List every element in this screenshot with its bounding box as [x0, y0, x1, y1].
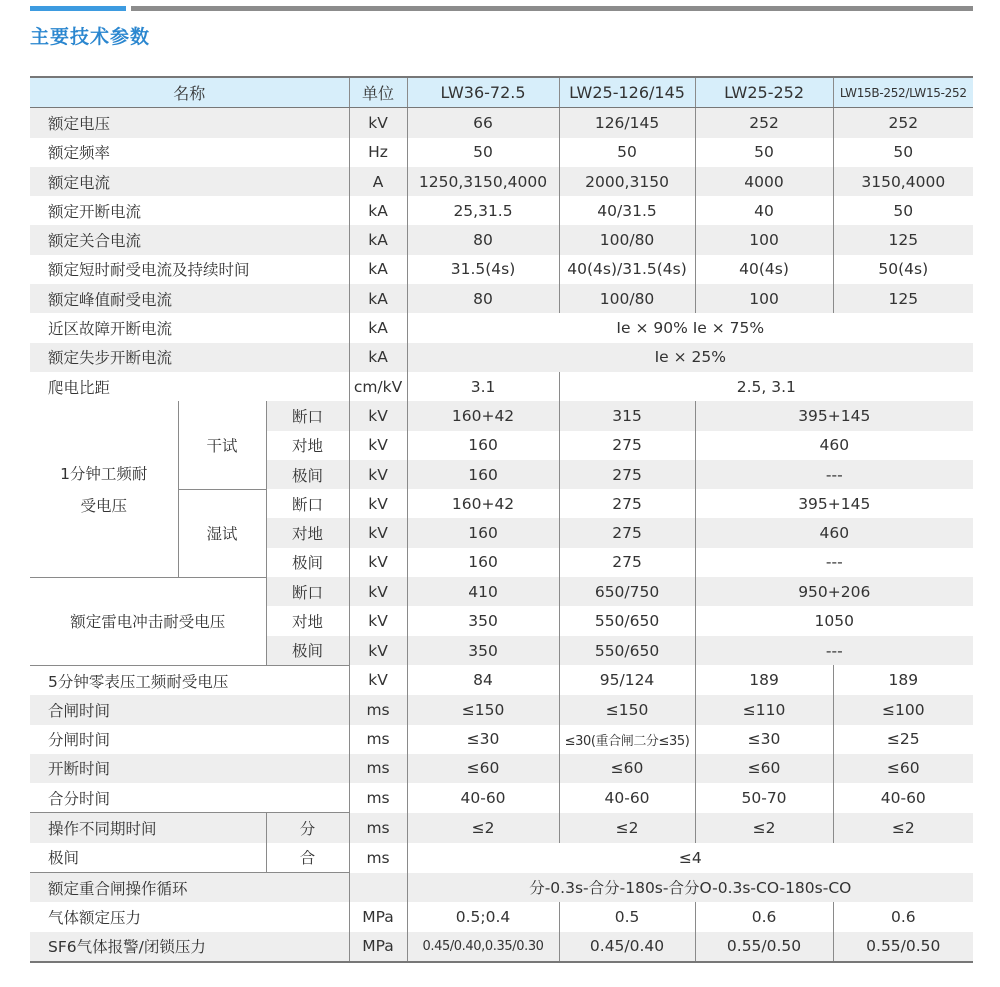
- param-value: 395+145: [695, 489, 973, 518]
- param-unit: ms: [349, 725, 407, 754]
- param-value: 275: [559, 489, 695, 518]
- param-value: 66: [407, 108, 559, 138]
- param-unit: Hz: [349, 138, 407, 167]
- param-name: SF6气体报警/闭锁压力: [30, 932, 349, 962]
- param-name: 额定关合电流: [48, 232, 142, 251]
- pf-dry-label: 干试: [178, 401, 266, 489]
- table-row: [30, 167, 973, 196]
- param-value: 0.45/0.40: [559, 932, 695, 962]
- param-name: 合闸时间: [48, 701, 111, 720]
- param-unit: kV: [349, 401, 407, 430]
- param-value: 1250,3150,4000: [407, 167, 559, 196]
- param-value: ≤150: [559, 695, 695, 724]
- param-value: 100: [695, 225, 833, 254]
- param-value: 950+206: [695, 577, 973, 606]
- param-value: 50: [695, 138, 833, 167]
- param-value: 80: [407, 225, 559, 254]
- param-unit: MPa: [349, 902, 407, 931]
- param-unit: kV: [349, 489, 407, 518]
- header-unit: 单位: [349, 77, 407, 108]
- param-value: 252: [695, 108, 833, 138]
- param-value: 40: [695, 196, 833, 225]
- param-name: 额定电压: [48, 114, 111, 133]
- param-value: ≤2: [559, 813, 695, 843]
- param-unit: kA: [349, 196, 407, 225]
- param-unit: kV: [349, 606, 407, 635]
- table-row: [30, 372, 973, 401]
- param-name: 5分钟零表压工频耐受电压: [30, 665, 349, 695]
- param-value: 550/650: [559, 636, 695, 666]
- param-value: 100/80: [559, 284, 695, 313]
- param-value: 189: [695, 665, 833, 695]
- param-name: 极间: [48, 849, 80, 868]
- param-name: 额定峰值耐受电流: [48, 290, 173, 309]
- param-value: 50-70: [695, 783, 833, 813]
- pf-group-line: 1分钟工频耐: [60, 464, 148, 483]
- param-unit: A: [349, 167, 407, 196]
- header-model: LW36-72.5: [407, 77, 559, 108]
- param-value: ≤30(重合闸二分≤35): [559, 725, 695, 754]
- param-value: ---: [695, 636, 973, 666]
- table-row: [30, 902, 973, 931]
- spec-table: [30, 76, 973, 963]
- table-row: [30, 813, 973, 843]
- param-subname: 断口: [266, 577, 349, 606]
- param-unit: kV: [349, 108, 407, 138]
- table-row: [30, 138, 973, 167]
- param-value: 160: [407, 431, 559, 460]
- param-unit: kV: [349, 431, 407, 460]
- table-row: [30, 665, 973, 695]
- param-name: 额定失步开断电流: [48, 349, 173, 368]
- section-title: 主要技术参数: [30, 26, 151, 48]
- param-value: 0.6: [833, 902, 973, 931]
- param-value: 126/145: [559, 108, 695, 138]
- param-unit: kA: [349, 284, 407, 313]
- param-value: ≤60: [407, 754, 559, 783]
- param-subname: 对地: [266, 518, 349, 547]
- param-unit: kV: [349, 636, 407, 666]
- param-unit: kV: [349, 518, 407, 547]
- pf-wet-label: 湿试: [178, 489, 266, 577]
- param-unit: ms: [349, 843, 407, 873]
- table-row: [30, 284, 973, 313]
- param-value: 40(4s)/31.5(4s): [559, 255, 695, 284]
- table-row: [30, 754, 973, 783]
- param-value: 252: [833, 108, 973, 138]
- table-row: [30, 196, 973, 225]
- param-value: 40(4s): [695, 255, 833, 284]
- header-model: LW25-126/145: [559, 77, 695, 108]
- param-value: 160+42: [407, 489, 559, 518]
- param-unit: ms: [349, 813, 407, 843]
- param-value: 3.1: [407, 372, 559, 401]
- param-unit: [349, 873, 407, 903]
- param-value: ≤2: [407, 813, 559, 843]
- param-value: ≤60: [559, 754, 695, 783]
- title-rule: [131, 6, 973, 11]
- table-row: [30, 343, 973, 372]
- param-subname: 极间: [266, 548, 349, 577]
- param-subname: 分: [266, 813, 349, 843]
- param-value: 125: [833, 225, 973, 254]
- param-value: 1050: [695, 606, 973, 635]
- param-value: ≤110: [695, 695, 833, 724]
- param-subname: 极间: [266, 460, 349, 489]
- param-value: 350: [407, 636, 559, 666]
- param-unit: kA: [349, 343, 407, 372]
- table-row: [30, 783, 973, 813]
- param-name: 额定电流: [48, 173, 111, 192]
- param-subname: 对地: [266, 431, 349, 460]
- param-value: 分-0.3s-合分-180s-合分O-0.3s-CO-180s-CO: [407, 873, 973, 903]
- param-value: 160: [407, 518, 559, 547]
- param-unit: ms: [349, 783, 407, 813]
- param-value: 50: [833, 196, 973, 225]
- param-value: 160+42: [407, 401, 559, 430]
- param-name: 分闸时间: [48, 731, 111, 750]
- table-row: [30, 108, 973, 138]
- param-value: 315: [559, 401, 695, 430]
- param-value: 275: [559, 518, 695, 547]
- param-subname: 极间: [266, 636, 349, 666]
- param-unit: ms: [349, 695, 407, 724]
- param-value: 50: [407, 138, 559, 167]
- param-value: ≤150: [407, 695, 559, 724]
- table-row: [30, 843, 973, 873]
- table-row: [30, 873, 973, 903]
- li-group-label: 额定雷电冲击耐受电压: [30, 577, 266, 665]
- param-unit: cm/kV: [349, 372, 407, 401]
- param-value: ≤30: [407, 725, 559, 754]
- param-unit: kV: [349, 665, 407, 695]
- param-value: ≤30: [695, 725, 833, 754]
- param-name: 额定频率: [48, 144, 111, 163]
- table-row: [30, 695, 973, 724]
- title-accent-bar: [30, 6, 126, 11]
- param-value: ≤60: [695, 754, 833, 783]
- param-value: 0.5;0.4: [407, 902, 559, 931]
- param-subname: 断口: [266, 401, 349, 430]
- param-unit: kA: [349, 313, 407, 342]
- param-value: 95/124: [559, 665, 695, 695]
- param-value: ≤2: [695, 813, 833, 843]
- param-value: 40-60: [833, 783, 973, 813]
- param-value: 160: [407, 460, 559, 489]
- param-name: 开断时间: [48, 760, 111, 779]
- table-row: [30, 401, 973, 430]
- header-row: [30, 77, 973, 108]
- param-value: ≤100: [833, 695, 973, 724]
- param-name: 额定短时耐受电流及持续时间: [48, 261, 250, 280]
- param-value: 350: [407, 606, 559, 635]
- pf-group-line: 受电压: [80, 496, 127, 515]
- table-row: [30, 313, 973, 342]
- param-value: 0.55/0.50: [833, 932, 973, 962]
- param-name: 额定重合闸操作循环: [30, 873, 349, 903]
- param-value: 50(4s): [833, 255, 973, 284]
- param-unit: kV: [349, 577, 407, 606]
- param-value: 100/80: [559, 225, 695, 254]
- param-value: 0.5: [559, 902, 695, 931]
- param-value: 160: [407, 548, 559, 577]
- header-name: 名称: [30, 77, 349, 108]
- param-value: 650/750: [559, 577, 695, 606]
- param-value: 3150,4000: [833, 167, 973, 196]
- param-value: 50: [559, 138, 695, 167]
- param-value: 125: [833, 284, 973, 313]
- param-value: ≤2: [833, 813, 973, 843]
- param-value: 550/650: [559, 606, 695, 635]
- param-unit: kA: [349, 225, 407, 254]
- param-value: 275: [559, 460, 695, 489]
- param-name: 操作不同期时间: [30, 813, 266, 843]
- pf-group-label: [30, 401, 178, 577]
- param-value: 0.45/0.40,0.35/0.30: [407, 932, 559, 962]
- param-unit: kV: [349, 548, 407, 577]
- param-value: ≤60: [833, 754, 973, 783]
- table-row: [30, 932, 973, 962]
- table-row: [30, 255, 973, 284]
- param-subname: 合: [266, 843, 349, 873]
- param-value: 84: [407, 665, 559, 695]
- param-value: 410: [407, 577, 559, 606]
- param-value: 2000,3150: [559, 167, 695, 196]
- param-value: 50: [833, 138, 973, 167]
- param-name: 额定开断电流: [48, 202, 142, 221]
- param-value: 2.5, 3.1: [559, 372, 973, 401]
- header-model: LW15B-252/LW15-252: [833, 77, 973, 108]
- param-value: 0.6: [695, 902, 833, 931]
- param-value: 25,31.5: [407, 196, 559, 225]
- param-value: 275: [559, 431, 695, 460]
- param-value: ---: [695, 460, 973, 489]
- header-model: LW25-252: [695, 77, 833, 108]
- param-name: 近区故障开断电流: [48, 320, 173, 339]
- param-value: 4000: [695, 167, 833, 196]
- table-row: [30, 725, 973, 754]
- table-row: [30, 225, 973, 254]
- param-value: 0.55/0.50: [695, 932, 833, 962]
- param-value: 460: [695, 518, 973, 547]
- param-value: 460: [695, 431, 973, 460]
- param-name: 爬电比距: [48, 378, 111, 397]
- param-value: Ie × 90% Ie × 75%: [407, 313, 973, 342]
- param-value: 40-60: [559, 783, 695, 813]
- param-value: ≤4: [407, 843, 973, 873]
- param-value: 80: [407, 284, 559, 313]
- param-value: 395+145: [695, 401, 973, 430]
- param-unit: ms: [349, 754, 407, 783]
- param-name: 合分时间: [48, 789, 111, 808]
- param-subname: 断口: [266, 489, 349, 518]
- param-unit: kV: [349, 460, 407, 489]
- param-value: 189: [833, 665, 973, 695]
- param-value: ≤25: [833, 725, 973, 754]
- param-value: ---: [695, 548, 973, 577]
- param-value: 31.5(4s): [407, 255, 559, 284]
- param-value: 40/31.5: [559, 196, 695, 225]
- param-value: Ie × 25%: [407, 343, 973, 372]
- param-subname: 对地: [266, 606, 349, 635]
- param-unit: kA: [349, 255, 407, 284]
- param-name: 气体额定压力: [48, 908, 142, 927]
- param-value: 275: [559, 548, 695, 577]
- param-value: 40-60: [407, 783, 559, 813]
- table-row: [30, 577, 973, 606]
- param-value: 100: [695, 284, 833, 313]
- param-unit: MPa: [349, 932, 407, 962]
